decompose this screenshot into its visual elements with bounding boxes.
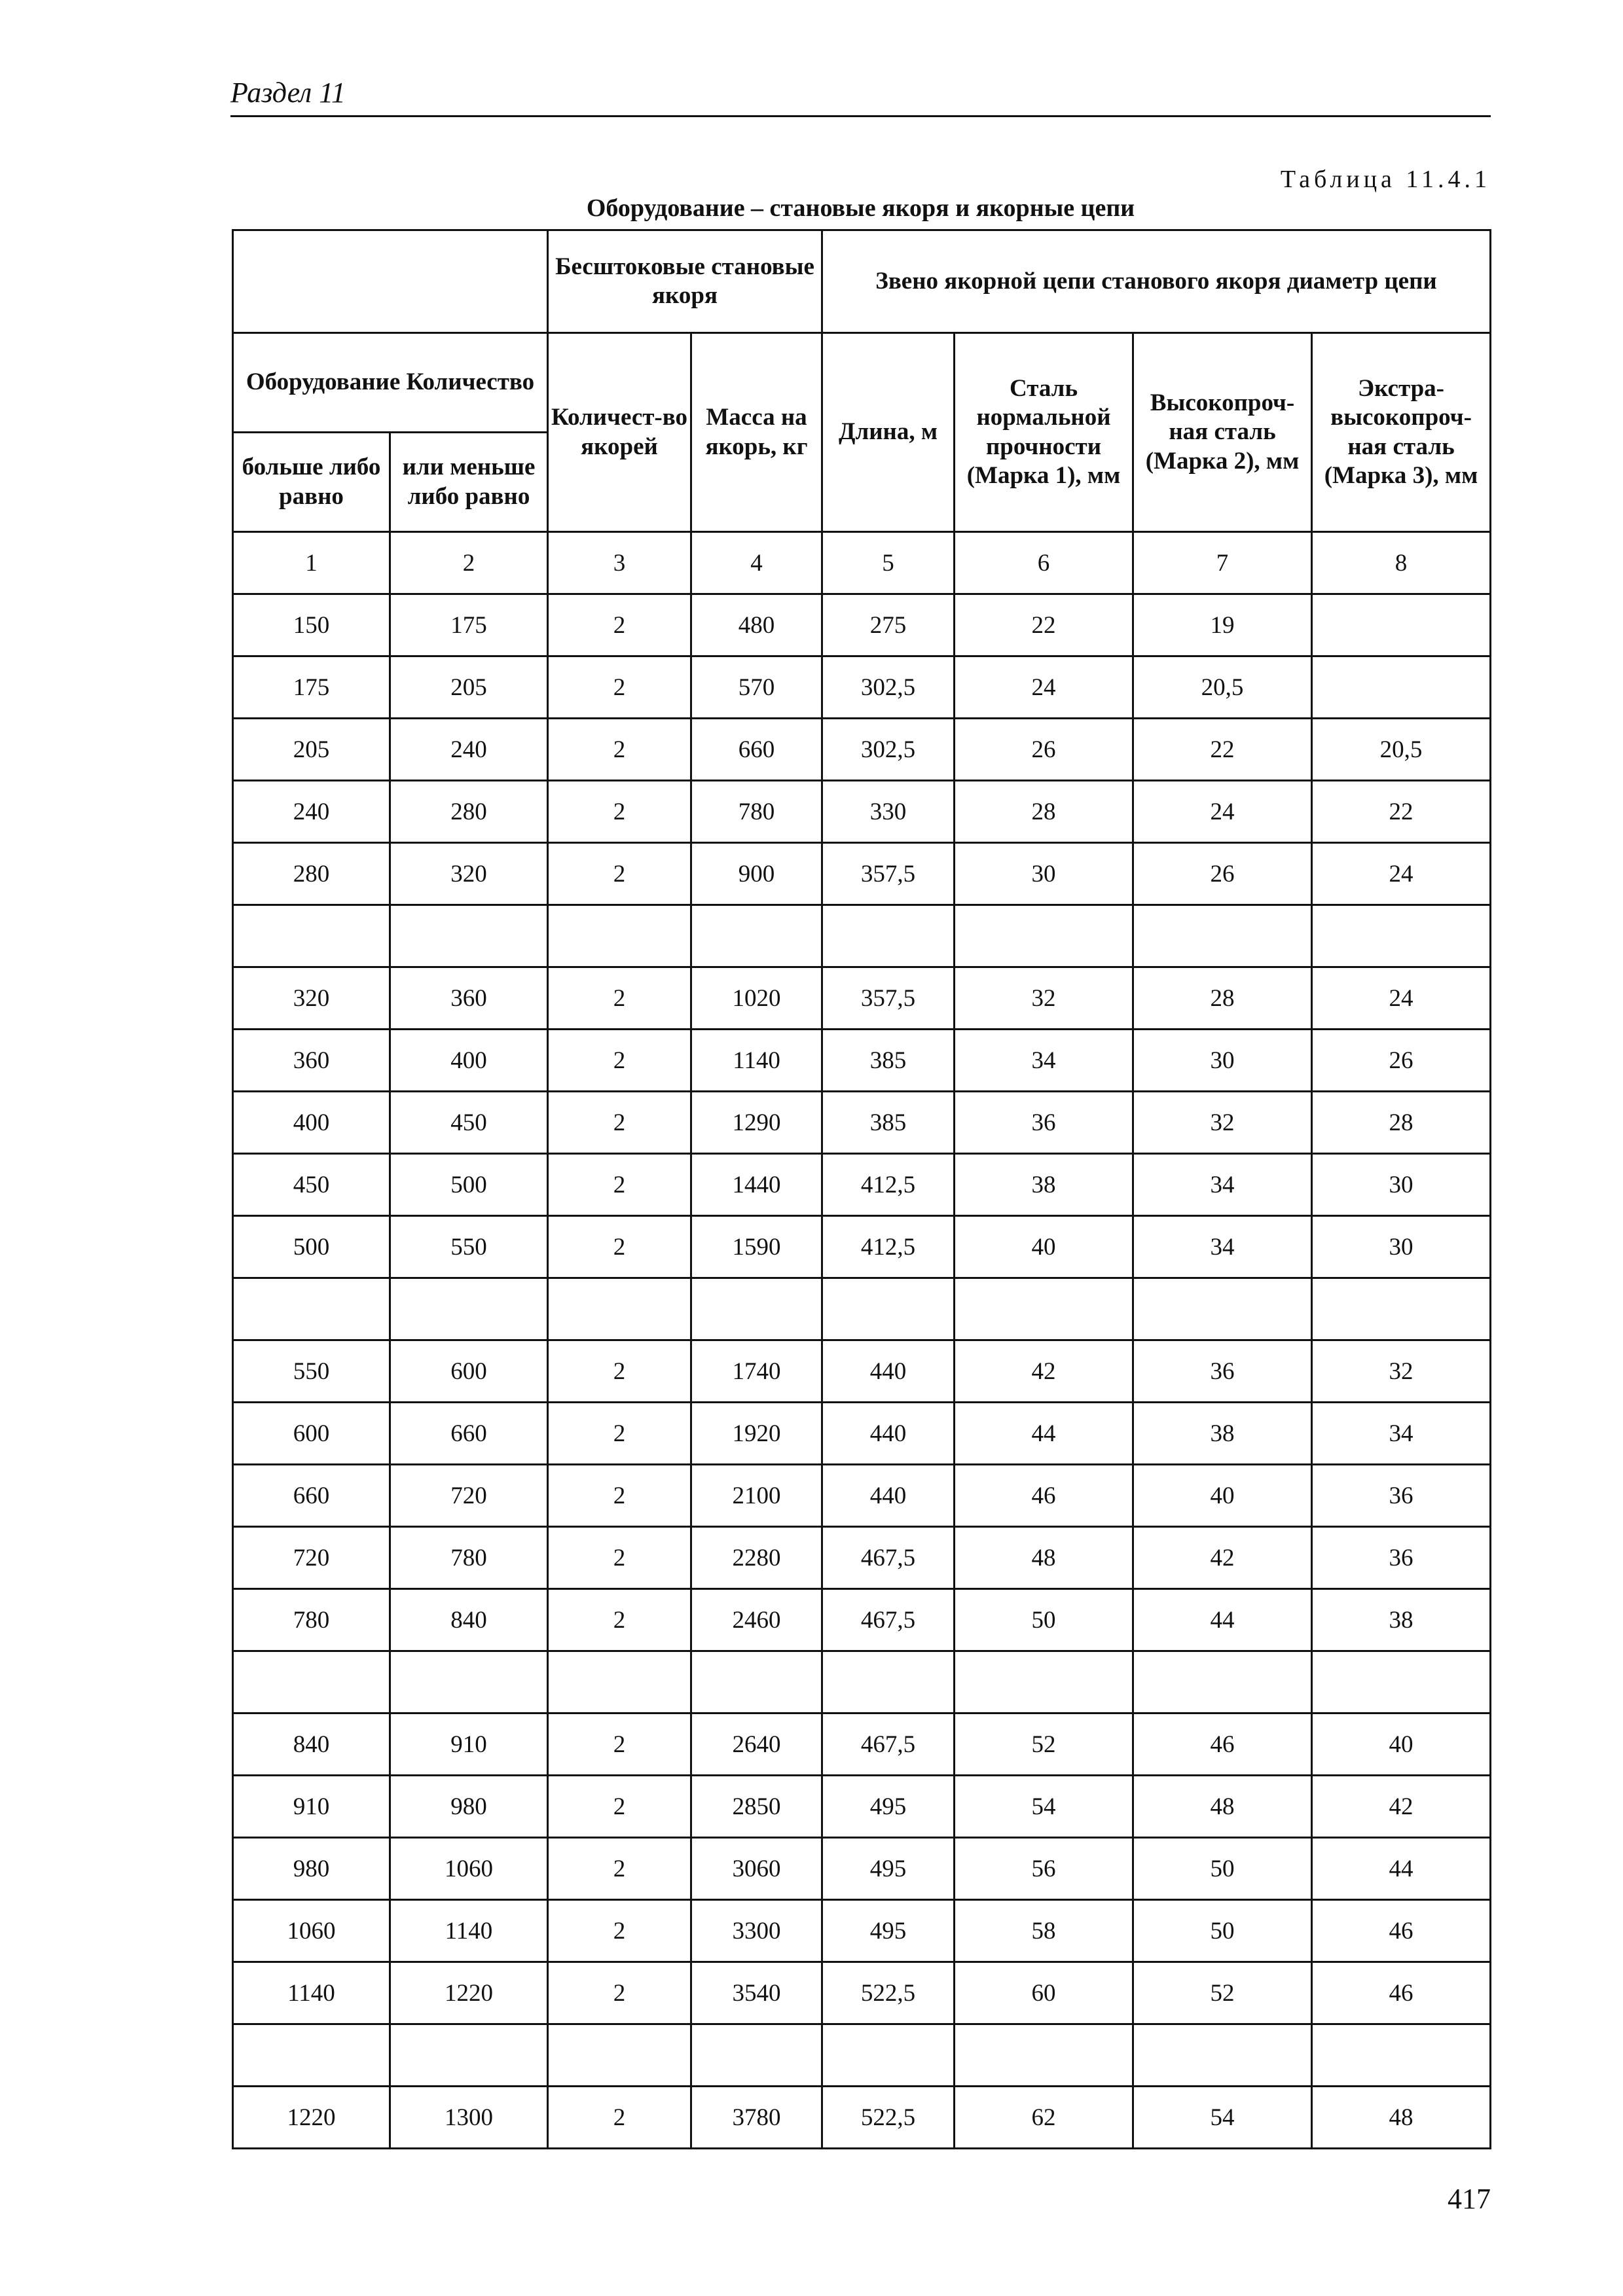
table-cell: 440	[822, 1403, 955, 1465]
table-cell: 2	[548, 1589, 691, 1651]
table-cell: 50	[1133, 1900, 1312, 1962]
table-cell	[691, 1651, 822, 1713]
table-cell: 240	[390, 719, 548, 781]
table-row	[233, 594, 1491, 656]
table-cell: 48	[1133, 1776, 1312, 1838]
table-cell: 60	[955, 1962, 1133, 2024]
header-min-equipment: больше либо равно	[233, 433, 390, 532]
table-cell: 50	[1133, 1838, 1312, 1900]
table-row	[233, 843, 1491, 905]
table-cell: 500	[390, 1154, 548, 1216]
table-cell	[233, 2024, 390, 2087]
table-cell	[955, 905, 1133, 967]
table-cell	[1312, 1278, 1491, 1340]
table-cell: 467,5	[822, 1713, 955, 1776]
table-cell	[548, 905, 691, 967]
table-cell: 2	[548, 1713, 691, 1776]
table-cell: 50	[955, 1589, 1133, 1651]
table-cell	[233, 1278, 390, 1340]
table-row	[233, 1527, 1491, 1589]
column-number: 5	[822, 532, 955, 594]
table-cell	[822, 1278, 955, 1340]
column-number: 6	[955, 532, 1133, 594]
table-cell: 600	[390, 1340, 548, 1403]
header-rule	[230, 115, 1491, 117]
table-cell	[691, 2024, 822, 2087]
table-cell: 30	[955, 843, 1133, 905]
table-cell: 40	[1133, 1465, 1312, 1527]
table-cell: 1220	[233, 2087, 390, 2149]
table-cell	[548, 2024, 691, 2087]
table-cell: 2	[548, 967, 691, 1030]
table-cell	[390, 2024, 548, 2087]
table-cell: 275	[822, 594, 955, 656]
table-row	[233, 1030, 1491, 1092]
table-cell: 1140	[390, 1900, 548, 1962]
table-cell: 2	[548, 781, 691, 843]
table-row	[233, 1962, 1491, 2024]
table-row	[233, 2024, 1491, 2087]
table-row	[233, 1713, 1491, 1776]
table-row	[233, 1154, 1491, 1216]
table-cell	[1312, 594, 1491, 656]
table-cell	[691, 905, 822, 967]
table-cell: 3780	[691, 2087, 822, 2149]
table-cell: 30	[1312, 1154, 1491, 1216]
header-anchors-group: Бесштоковые становые якоря	[548, 230, 822, 333]
table-cell: 360	[390, 967, 548, 1030]
table-cell: 3300	[691, 1900, 822, 1962]
table-row	[233, 2087, 1491, 2149]
table-cell: 34	[1133, 1216, 1312, 1278]
table-cell: 357,5	[822, 967, 955, 1030]
table-cell: 840	[233, 1713, 390, 1776]
table-cell: 40	[1312, 1713, 1491, 1776]
table-cell: 2100	[691, 1465, 822, 1527]
table-cell: 46	[1312, 1962, 1491, 2024]
header-anchor-mass: Масса на якорь, кг	[691, 333, 822, 532]
table-cell: 40	[955, 1216, 1133, 1278]
table-row	[233, 1900, 1491, 1962]
table-cell: 280	[233, 843, 390, 905]
table-cell: 495	[822, 1900, 955, 1962]
table-cell: 720	[233, 1527, 390, 1589]
table-cell: 48	[1312, 2087, 1491, 2149]
table-cell: 357,5	[822, 843, 955, 905]
table-cell: 980	[390, 1776, 548, 1838]
table-cell: 2	[548, 843, 691, 905]
table-cell: 2	[548, 1900, 691, 1962]
table-cell	[233, 1651, 390, 1713]
table-row	[233, 781, 1491, 843]
header-chain-length: Длина, м	[822, 333, 955, 532]
table-cell: 2	[548, 1092, 691, 1154]
table-row	[233, 1651, 1491, 1713]
table-cell	[1312, 2024, 1491, 2087]
table-cell: 54	[955, 1776, 1133, 1838]
table-cell: 910	[390, 1713, 548, 1776]
table-cell: 2	[548, 594, 691, 656]
table-cell: 302,5	[822, 719, 955, 781]
table-cell	[955, 2024, 1133, 2087]
table-cell	[1133, 1278, 1312, 1340]
table-cell: 2	[548, 1030, 691, 1092]
table-cell: 46	[1312, 1900, 1491, 1962]
table-cell: 495	[822, 1838, 955, 1900]
table-cell: 34	[1133, 1154, 1312, 1216]
table-cell: 38	[1312, 1589, 1491, 1651]
table-cell: 205	[233, 719, 390, 781]
table-cell: 2	[548, 1527, 691, 1589]
table-cell: 2	[548, 1154, 691, 1216]
table-row	[233, 1403, 1491, 1465]
table-cell: 980	[233, 1838, 390, 1900]
table-row	[233, 1838, 1491, 1900]
table-row	[233, 905, 1491, 967]
table-cell	[1133, 905, 1312, 967]
table-cell: 32	[955, 967, 1133, 1030]
header-max-equipment: или меньше либо равно	[390, 433, 548, 532]
table-cell: 2	[548, 1216, 691, 1278]
table-cell: 24	[1312, 967, 1491, 1030]
table-cell: 495	[822, 1776, 955, 1838]
header-grade3-steel: Экстра-высокопроч-ная сталь (Марка 3), мм	[1312, 333, 1491, 532]
table-cell: 440	[822, 1465, 955, 1527]
column-number: 4	[691, 532, 822, 594]
table-cell	[1312, 905, 1491, 967]
table-title: Оборудование – становые якоря и якорные цепи	[586, 194, 1135, 222]
header-equipment-group: Оборудование Количество	[233, 333, 548, 433]
table-cell: 2460	[691, 1589, 822, 1651]
table-cell: 440	[822, 1340, 955, 1403]
table-cell: 330	[822, 781, 955, 843]
table-cell: 2280	[691, 1527, 822, 1589]
table-cell	[822, 2024, 955, 2087]
column-number: 1	[233, 532, 390, 594]
table-cell: 320	[390, 843, 548, 905]
table-row	[233, 656, 1491, 719]
table-cell: 240	[233, 781, 390, 843]
table-cell: 58	[955, 1900, 1133, 1962]
header-grade2-steel: Высокопроч-ная сталь (Марка 2), мм	[1133, 333, 1312, 532]
table-cell: 2	[548, 1465, 691, 1527]
table-cell: 467,5	[822, 1589, 955, 1651]
table-cell: 175	[390, 594, 548, 656]
table-cell: 34	[955, 1030, 1133, 1092]
table-cell	[1133, 2024, 1312, 2087]
table-row	[233, 1776, 1491, 1838]
table-cell: 400	[390, 1030, 548, 1092]
header-empty-cell	[233, 230, 548, 333]
table-cell: 550	[390, 1216, 548, 1278]
table-cell: 412,5	[822, 1216, 955, 1278]
table-cell: 1920	[691, 1403, 822, 1465]
table-row	[233, 1465, 1491, 1527]
table-row	[233, 1340, 1491, 1403]
table-cell: 302,5	[822, 656, 955, 719]
table-cell: 910	[233, 1776, 390, 1838]
table-cell: 280	[390, 781, 548, 843]
table-cell: 48	[955, 1527, 1133, 1589]
table-cell: 2640	[691, 1713, 822, 1776]
header-anchor-count: Количест-во якорей	[548, 333, 691, 532]
table-cell: 1440	[691, 1154, 822, 1216]
table-cell: 1740	[691, 1340, 822, 1403]
table-cell: 450	[390, 1092, 548, 1154]
table-cell: 720	[390, 1465, 548, 1527]
table-cell: 2	[548, 1838, 691, 1900]
table-cell: 660	[390, 1403, 548, 1465]
table-cell: 32	[1312, 1340, 1491, 1403]
table-cell: 52	[955, 1713, 1133, 1776]
table-cell: 2850	[691, 1776, 822, 1838]
table-cell: 1060	[233, 1900, 390, 1962]
section-header: Раздел 11	[230, 77, 346, 109]
table-cell: 1220	[390, 1962, 548, 2024]
table-cell: 36	[1312, 1527, 1491, 1589]
column-number: 3	[548, 532, 691, 594]
table-cell: 44	[955, 1403, 1133, 1465]
table-cell: 550	[233, 1340, 390, 1403]
table-cell: 1140	[691, 1030, 822, 1092]
table-cell	[1133, 1651, 1312, 1713]
table-cell: 28	[955, 781, 1133, 843]
table-cell	[691, 1278, 822, 1340]
table-cell: 600	[233, 1403, 390, 1465]
table-cell	[390, 905, 548, 967]
table-cell: 34	[1312, 1403, 1491, 1465]
table-cell: 175	[233, 656, 390, 719]
table-cell: 30	[1133, 1030, 1312, 1092]
table-cell: 780	[390, 1527, 548, 1589]
table-cell: 56	[955, 1838, 1133, 1900]
table-cell: 1060	[390, 1838, 548, 1900]
table-cell: 412,5	[822, 1154, 955, 1216]
table-cell: 32	[1133, 1092, 1312, 1154]
table-cell: 400	[233, 1092, 390, 1154]
table-cell: 26	[1133, 843, 1312, 905]
header-grade1-steel: Сталь нормальной прочности (Марка 1), мм	[955, 333, 1133, 532]
table-cell: 42	[1312, 1776, 1491, 1838]
table-number: Таблица 11.4.1	[1280, 166, 1491, 193]
table-cell: 522,5	[822, 1962, 955, 2024]
table-cell: 20,5	[1312, 719, 1491, 781]
table-cell	[1312, 656, 1491, 719]
table-cell: 1140	[233, 1962, 390, 2024]
table-cell: 42	[1133, 1527, 1312, 1589]
table-row	[233, 967, 1491, 1030]
table-cell: 26	[1312, 1030, 1491, 1092]
table-cell: 570	[691, 656, 822, 719]
table-cell: 450	[233, 1154, 390, 1216]
table-cell: 2	[548, 1340, 691, 1403]
table-cell: 1300	[390, 2087, 548, 2149]
table-cell	[822, 1651, 955, 1713]
table-cell: 385	[822, 1030, 955, 1092]
page-number: 417	[1448, 2183, 1491, 2215]
table-cell: 28	[1133, 967, 1312, 1030]
table-cell: 780	[233, 1589, 390, 1651]
table-cell: 54	[1133, 2087, 1312, 2149]
column-number-row	[233, 532, 1491, 594]
table-cell: 360	[233, 1030, 390, 1092]
table-cell: 36	[1312, 1465, 1491, 1527]
table-row	[233, 1589, 1491, 1651]
table-cell: 480	[691, 594, 822, 656]
table-cell: 28	[1312, 1092, 1491, 1154]
table-cell: 20,5	[1133, 656, 1312, 719]
table-cell: 62	[955, 2087, 1133, 2149]
table-cell: 22	[1312, 781, 1491, 843]
table-cell: 46	[955, 1465, 1133, 1527]
table-cell: 1590	[691, 1216, 822, 1278]
table-cell: 22	[955, 594, 1133, 656]
table-cell: 52	[1133, 1962, 1312, 2024]
column-number: 7	[1133, 532, 1312, 594]
table-row	[233, 1216, 1491, 1278]
table-cell: 22	[1133, 719, 1312, 781]
table-cell: 522,5	[822, 2087, 955, 2149]
table-cell: 660	[233, 1465, 390, 1527]
table-cell: 26	[955, 719, 1133, 781]
table-cell: 2	[548, 656, 691, 719]
table-cell: 2	[548, 1776, 691, 1838]
table-cell: 150	[233, 594, 390, 656]
table-row	[233, 1278, 1491, 1340]
table-cell: 1290	[691, 1092, 822, 1154]
table-cell: 660	[691, 719, 822, 781]
table-cell: 44	[1312, 1838, 1491, 1900]
column-number: 8	[1312, 532, 1491, 594]
table-cell: 44	[1133, 1589, 1312, 1651]
table-cell: 2	[548, 719, 691, 781]
table-cell	[390, 1278, 548, 1340]
table-cell: 30	[1312, 1216, 1491, 1278]
table-cell: 467,5	[822, 1527, 955, 1589]
table-cell: 2	[548, 1403, 691, 1465]
column-number: 2	[390, 532, 548, 594]
table-cell: 46	[1133, 1713, 1312, 1776]
table-cell	[1312, 1651, 1491, 1713]
table-cell: 24	[1133, 781, 1312, 843]
table-cell	[822, 905, 955, 967]
table-cell	[233, 905, 390, 967]
table-cell	[548, 1651, 691, 1713]
table-cell: 900	[691, 843, 822, 905]
anchor-equipment-table	[232, 229, 1491, 2149]
table-cell: 42	[955, 1340, 1133, 1403]
table-cell: 36	[1133, 1340, 1312, 1403]
table-cell: 1020	[691, 967, 822, 1030]
table-row	[233, 1092, 1491, 1154]
table-cell: 320	[233, 967, 390, 1030]
table-cell: 24	[955, 656, 1133, 719]
table-cell: 3540	[691, 1962, 822, 2024]
table-cell: 780	[691, 781, 822, 843]
table-cell: 38	[955, 1154, 1133, 1216]
table-cell	[390, 1651, 548, 1713]
table-cell: 2	[548, 1962, 691, 2024]
table-cell: 19	[1133, 594, 1312, 656]
table-row	[233, 719, 1491, 781]
table-cell: 24	[1312, 843, 1491, 905]
table-cell	[548, 1278, 691, 1340]
table-cell: 38	[1133, 1403, 1312, 1465]
table-cell: 205	[390, 656, 548, 719]
table-cell: 3060	[691, 1838, 822, 1900]
table-cell	[955, 1278, 1133, 1340]
table-cell: 2	[548, 2087, 691, 2149]
table-cell: 36	[955, 1092, 1133, 1154]
header-chain-group: Звено якорной цепи станового якоря диаметр цепи	[822, 230, 1491, 333]
table-cell: 500	[233, 1216, 390, 1278]
table-cell: 840	[390, 1589, 548, 1651]
table-cell	[955, 1651, 1133, 1713]
table-cell: 385	[822, 1092, 955, 1154]
